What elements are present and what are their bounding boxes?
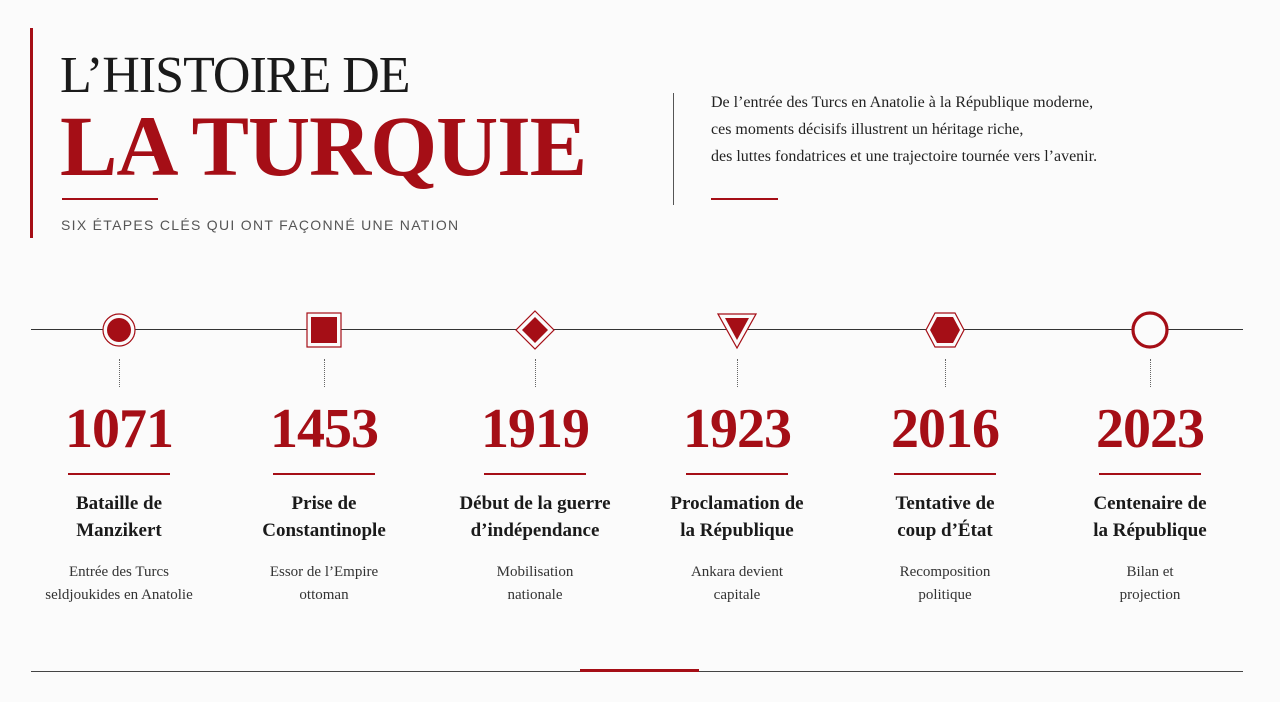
milestone-description bbox=[9, 561, 229, 607]
milestone-title bbox=[9, 490, 229, 544]
milestone-title-line: coup d’État bbox=[897, 520, 993, 541]
page-title-line-2: LA TURQUIE bbox=[60, 98, 587, 194]
milestone-description-line: politique bbox=[918, 587, 972, 603]
page-subtitle: SIX ÉTAPES CLÉS QUI ONT FAÇONNÉ UNE NATION bbox=[61, 217, 460, 233]
milestone-description bbox=[214, 561, 434, 607]
milestone-year: 1453 bbox=[270, 398, 378, 460]
footer-accent bbox=[580, 669, 699, 672]
milestone-1923 bbox=[627, 0, 847, 702]
milestone-description-line: Essor de l’Empire bbox=[269, 564, 379, 580]
milestone-title-line: Début de la guerre bbox=[459, 493, 611, 514]
milestone-title-line: Bataille de bbox=[75, 493, 163, 514]
milestone-description-line: projection bbox=[1119, 587, 1181, 603]
milestone-title-line: Prise de bbox=[291, 493, 357, 514]
hexagon-icon bbox=[925, 310, 965, 350]
milestone-description-line: Bilan et bbox=[1126, 564, 1174, 580]
intro-line: ces moments décisifs illustrent un héritage riche, bbox=[711, 121, 1024, 138]
timeline-connector bbox=[737, 359, 738, 387]
milestone-year: 1071 bbox=[65, 398, 173, 460]
milestone-description-line: Mobilisation bbox=[496, 564, 574, 580]
timeline-connector bbox=[1150, 359, 1151, 387]
milestone-title-line: Constantinople bbox=[262, 520, 386, 541]
milestone-title-line: Proclamation de bbox=[670, 493, 804, 514]
milestone-description-line: nationale bbox=[507, 587, 563, 603]
milestone-title bbox=[1040, 490, 1260, 544]
milestone-title bbox=[627, 490, 847, 544]
milestone-title bbox=[425, 490, 645, 544]
milestone-year: 2016 bbox=[891, 398, 999, 460]
milestone-title bbox=[214, 490, 434, 544]
milestone-year: 1919 bbox=[481, 398, 589, 460]
milestone-title-line: Centenaire de bbox=[1093, 493, 1207, 514]
triangle-down-icon bbox=[717, 310, 757, 350]
milestone-title-line: la République bbox=[680, 520, 794, 541]
milestone-description-line: capitale bbox=[713, 587, 761, 603]
intro-line: De l’entrée des Turcs en Anatolie à la République moderne, bbox=[711, 94, 1094, 111]
circle-outline-icon bbox=[1130, 310, 1170, 350]
timeline-connector bbox=[119, 359, 120, 387]
square-icon bbox=[304, 310, 344, 350]
year-underline bbox=[68, 473, 170, 475]
milestone-description bbox=[425, 561, 645, 607]
milestone-title-line: d’indépendance bbox=[470, 520, 600, 541]
milestone-year: 1923 bbox=[683, 398, 791, 460]
milestone-2023 bbox=[1040, 0, 1260, 702]
milestone-description-line: seldjoukides en Anatolie bbox=[45, 587, 193, 603]
milestone-description bbox=[835, 561, 1055, 607]
milestone-description-line: Recomposition bbox=[899, 564, 991, 580]
milestone-1919 bbox=[425, 0, 645, 702]
intro-line: des luttes fondatrices et une trajectoire tournée vers l’avenir. bbox=[711, 148, 1098, 165]
year-underline bbox=[1099, 473, 1201, 475]
milestone-title bbox=[835, 490, 1055, 544]
year-underline bbox=[484, 473, 586, 475]
milestone-description-line: Entrée des Turcs bbox=[69, 564, 169, 580]
milestone-1453 bbox=[214, 0, 434, 702]
milestone-1071 bbox=[9, 0, 229, 702]
diamond-icon bbox=[515, 310, 555, 350]
timeline-connector bbox=[324, 359, 325, 387]
milestone-2016 bbox=[835, 0, 1055, 702]
milestone-title-line: Tentative de bbox=[895, 493, 995, 514]
year-underline bbox=[686, 473, 788, 475]
year-underline bbox=[273, 473, 375, 475]
milestone-title-line: la République bbox=[1093, 520, 1207, 541]
milestone-year: 2023 bbox=[1096, 398, 1204, 460]
milestone-title-line: Manzikert bbox=[76, 520, 162, 541]
year-underline bbox=[894, 473, 996, 475]
circle-filled-icon bbox=[99, 310, 139, 350]
page-title-line-1: L’HISTOIRE DE bbox=[60, 47, 410, 104]
milestone-description bbox=[1040, 561, 1260, 607]
timeline-connector bbox=[945, 359, 946, 387]
timeline-connector bbox=[535, 359, 536, 387]
milestone-description-line: ottoman bbox=[299, 587, 349, 603]
milestone-description-line: Ankara devient bbox=[690, 564, 784, 580]
milestone-description bbox=[627, 561, 847, 607]
